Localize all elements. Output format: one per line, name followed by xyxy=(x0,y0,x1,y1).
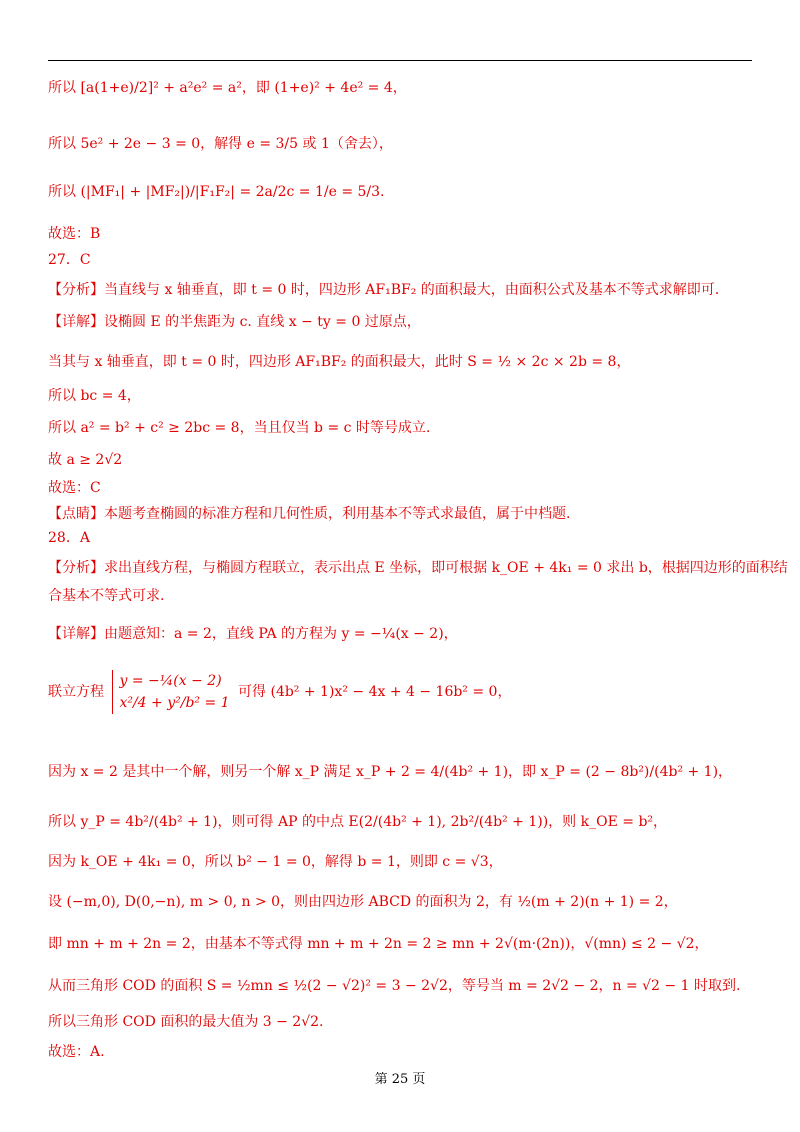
answer-line: 故选：A. xyxy=(48,1044,105,1060)
detail-line: 【详解】设椭圆 E 的半焦距为 c. 直线 x − ty = 0 过原点， xyxy=(48,314,421,330)
text-line: 即 mn + m + 2n = 2，由基本不等式得 mn + m + 2n = 2 ≥ mn + 2√(m·(2n))，√(mn) ≤ 2 − √2， xyxy=(48,936,709,952)
answer-line: 故选：C xyxy=(48,480,101,496)
answer-line: 故选：B xyxy=(48,226,101,242)
text-line: 所以 a² = b² + c² ≥ 2bc = 8，当且仅当 b = c 时等号成立. xyxy=(48,420,431,436)
text-line: 当其与 x 轴垂直，即 t = 0 时，四边形 AF₁BF₂ 的面积最大，此时 S = ½ × 2c × 2b = 8， xyxy=(48,354,631,370)
text-line: 因为 k_OE + 4k₁ = 0，所以 b² − 1 = 0，解得 b = 1，则即 c = √3， xyxy=(48,854,503,870)
system-label: 联立方程 xyxy=(48,684,104,700)
analysis-line: 【分析】求出直线方程，与椭圆方程联立，表示出点 E 坐标，即可根据 k_OE + 4k₁ = 0 求出 b，根据四边形的面积结 xyxy=(48,560,788,576)
question-number: 28．A xyxy=(48,530,90,546)
text-line: 所以 5e² + 2e − 3 = 0，解得 e = 3/5 或 1（舍去）， xyxy=(48,136,393,152)
text-line: 所以 (|MF₁| + |MF₂|)/|F₁F₂| = 2a/2c = 1/e = 5/3. xyxy=(48,184,385,200)
page-number: 第 25 页 xyxy=(374,1072,426,1087)
text-line: 设 (−m,0), D(0,−n), m > 0, n > 0，则由四边形 ABCD 的面积为 2，有 ½(m + 2)(n + 1) = 2， xyxy=(48,894,678,910)
text-line: 故 a ≥ 2√2 xyxy=(48,452,123,468)
comment-line: 【点睛】本题考查椭圆的标准方程和几何性质，利用基本不等式求最值，属于中档题. xyxy=(48,506,571,522)
system-result: 可得 (4b² + 1)x² − 4x + 4 − 16b² = 0， xyxy=(238,684,512,700)
text-line: 所以 bc = 4， xyxy=(48,388,141,404)
detail-line: 【详解】由题意知：a = 2，直线 PA 的方程为 y = −¼(x − 2)， xyxy=(48,626,458,642)
analysis-line: 【分析】当直线与 x 轴垂直，即 t = 0 时，四边形 AF₁BF₂ 的面积最大，由面积公式及基本不等式求解即可. xyxy=(48,282,720,298)
text-line: 所以三角形 COD 面积的最大值为 3 − 2√2. xyxy=(48,1014,324,1030)
text-line: 所以 [a(1+e)/2]² + a²e² = a²，即 (1+e)² + 4e² = 4， xyxy=(48,80,407,96)
text-line: 所以 y_P = 4b²/(4b² + 1)，则可得 AP 的中点 E(2/(4b² + 1), 2b²/(4b² + 1))，则 k_OE = b²， xyxy=(48,814,668,830)
text-line: 从而三角形 COD 的面积 S = ½mn ≤ ½(2 − √2)² = 3 − 2√2，等号当 m = 2√2 − 2，n = √2 − 1 时取到. xyxy=(48,978,741,994)
system-eq1: y = −¼(x − 2) xyxy=(119,673,222,689)
analysis-line: 合基本不等式可求. xyxy=(48,588,165,604)
text-line: 因为 x = 2 是其中一个解，则另一个解 x_P 满足 x_P + 2 = 4/(4b² + 1)，即 x_P = (2 − 8b²)/(4b² + 1)， xyxy=(48,764,733,780)
system-line xyxy=(48,670,511,714)
system-eq2: x²/4 + y²/b² = 1 xyxy=(119,695,230,711)
header-rule xyxy=(48,60,752,61)
question-number: 27．C xyxy=(48,252,91,268)
equation-system xyxy=(112,670,229,714)
